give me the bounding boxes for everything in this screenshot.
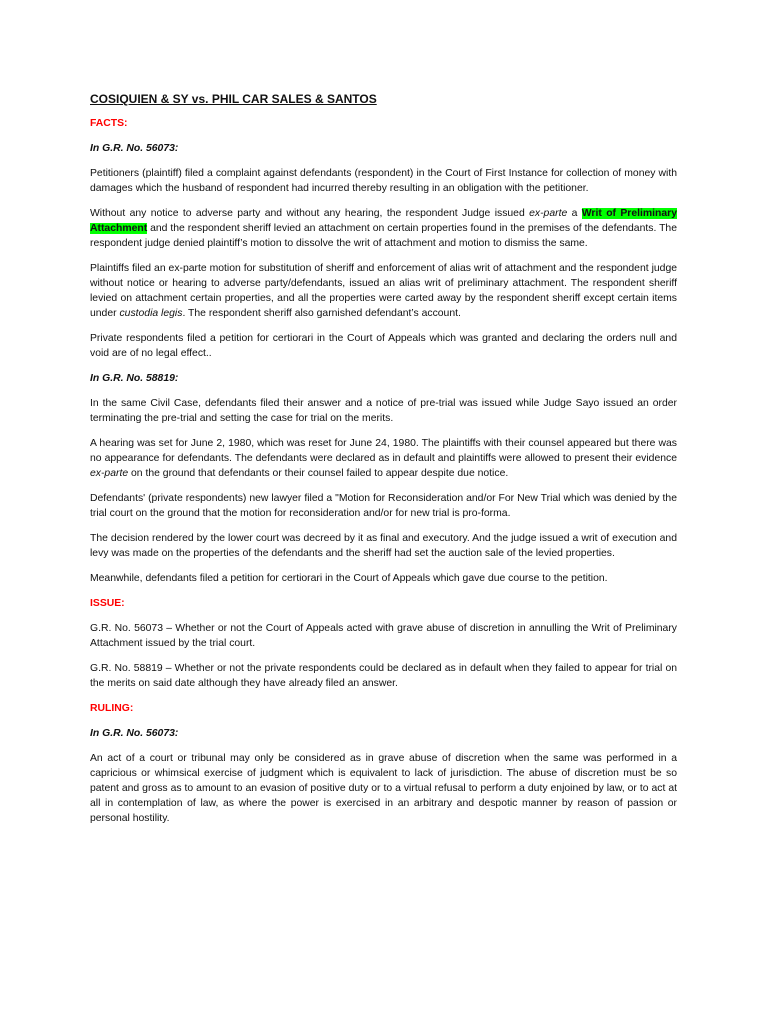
- issue-paragraph-2: G.R. No. 58819 – Whether or not the private respondents could be declared as in default when they failed to appear for trial on the merits on said date although they have already filed an answer.: [90, 663, 677, 689]
- text-segment: a: [567, 208, 582, 219]
- issue-heading: ISSUE:: [90, 598, 125, 609]
- issue-paragraph-1: G.R. No. 56073 – Whether or not the Court of Appeals acted with grave abuse of discretion in annulling the Writ of Preliminary Attachment issued by the trial court.: [90, 623, 677, 649]
- text-segment: on the ground that defendants or their counsel failed to appear despite due notice.: [128, 468, 509, 479]
- text-segment: and the respondent sheriff levied an attachment on certain properties found in the premises of the defendants. The respondent judge denied plaintiff’s motion to dissolve the writ of attachment and motion to dismiss the same.: [90, 223, 677, 249]
- document-page: [90, 92, 677, 836]
- text-segment: A hearing was set for June 2, 1980, which was reset for June 24, 1980. The plaintiffs with their counsel appeared but there was no appearance for defendants. The defendants were declared as in default and plaintiffs were allowed to present their evidence: [90, 438, 677, 464]
- facts-case1-paragraph-2: [90, 206, 677, 251]
- ruling-paragraph-1: An act of a court or tribunal may only be considered as in grave abuse of discretion when the same was performed in a capricious or whimsical exercise of judgment which is equivalent to lack of jurisdiction. The abuse of discretion must be so patent and gross as to amount to an evasion of positive duty or to a virtual refusal to perform a duty enjoined by law, or to act at all in contemplation of law, as where the power is exercised in an arbitrary and despotic manner by reason of passion or personal hostility.: [90, 753, 677, 824]
- facts-case1-paragraph-4: Private respondents filed a petition for certiorari in the Court of Appeals which was granted and declaring the orders null and void are of no legal effect..: [90, 333, 677, 359]
- italic-term: ex-parte: [90, 468, 129, 479]
- facts-case2-paragraph-3: Defendants' (private respondents) new lawyer filed a "Motion for Reconsideration and/or For New Trial which was denied by the trial court on the ground that the motion for reconsideration and/or for new trial is pro-forma.: [90, 493, 677, 519]
- text-segment: Without any notice to adverse party and without any hearing, the respondent Judge issued: [90, 208, 530, 219]
- facts-case1-label: In G.R. No. 56073:: [90, 143, 179, 154]
- italic-term: custodia legis: [119, 308, 183, 319]
- facts-heading: FACTS:: [90, 118, 128, 129]
- facts-case2-paragraph-5: Meanwhile, defendants filed a petition for certiorari in the Court of Appeals which gave due course to the petition.: [90, 573, 608, 584]
- ruling-heading: RULING:: [90, 703, 134, 714]
- text-segment: Plaintiffs filed an ex-parte motion for substitution of sheriff and enforcement of alias writ of attachment and the respondent judge without notice or hearing to adverse party/defendants, issued an alias writ of preliminary attachment. The respondent sheriff levied on attachment certain properties, and all the properties were carted away by the respondent sheriff except certain items under: [90, 263, 677, 319]
- text-segment: . The respondent sheriff also garnished defendant’s account.: [182, 308, 461, 319]
- facts-case1-paragraph-3: [90, 261, 677, 321]
- case-title: COSIQUIEN & SY vs. PHIL CAR SALES & SANTOS: [90, 92, 377, 106]
- facts-case2-paragraph-1: In the same Civil Case, defendants filed their answer and a notice of pre-trial was issued while Judge Sayo issued an order terminating the pre-trial and setting the case for trial on the merits.: [90, 398, 677, 424]
- facts-case2-label: In G.R. No. 58819:: [90, 373, 179, 384]
- highlighted-term: Writ of Preliminary Attachment: [90, 208, 677, 234]
- ruling-case-label: In G.R. No. 56073:: [90, 728, 179, 739]
- facts-case2-paragraph-2: [90, 436, 677, 481]
- italic-term: ex-parte: [529, 208, 568, 219]
- facts-case1-paragraph-1: Petitioners (plaintiff) filed a complaint against defendants (respondent) in the Court of First Instance for collection of money with damages which the husband of respondent had incurred thereby resulting in an obligation with the petitioner.: [90, 168, 677, 194]
- facts-case2-paragraph-4: The decision rendered by the lower court was decreed by it as final and executory. And the judge issued a writ of execution and levy was made on the properties of the defendants and the sheriff had set the auction sale of the levied properties.: [90, 533, 677, 559]
